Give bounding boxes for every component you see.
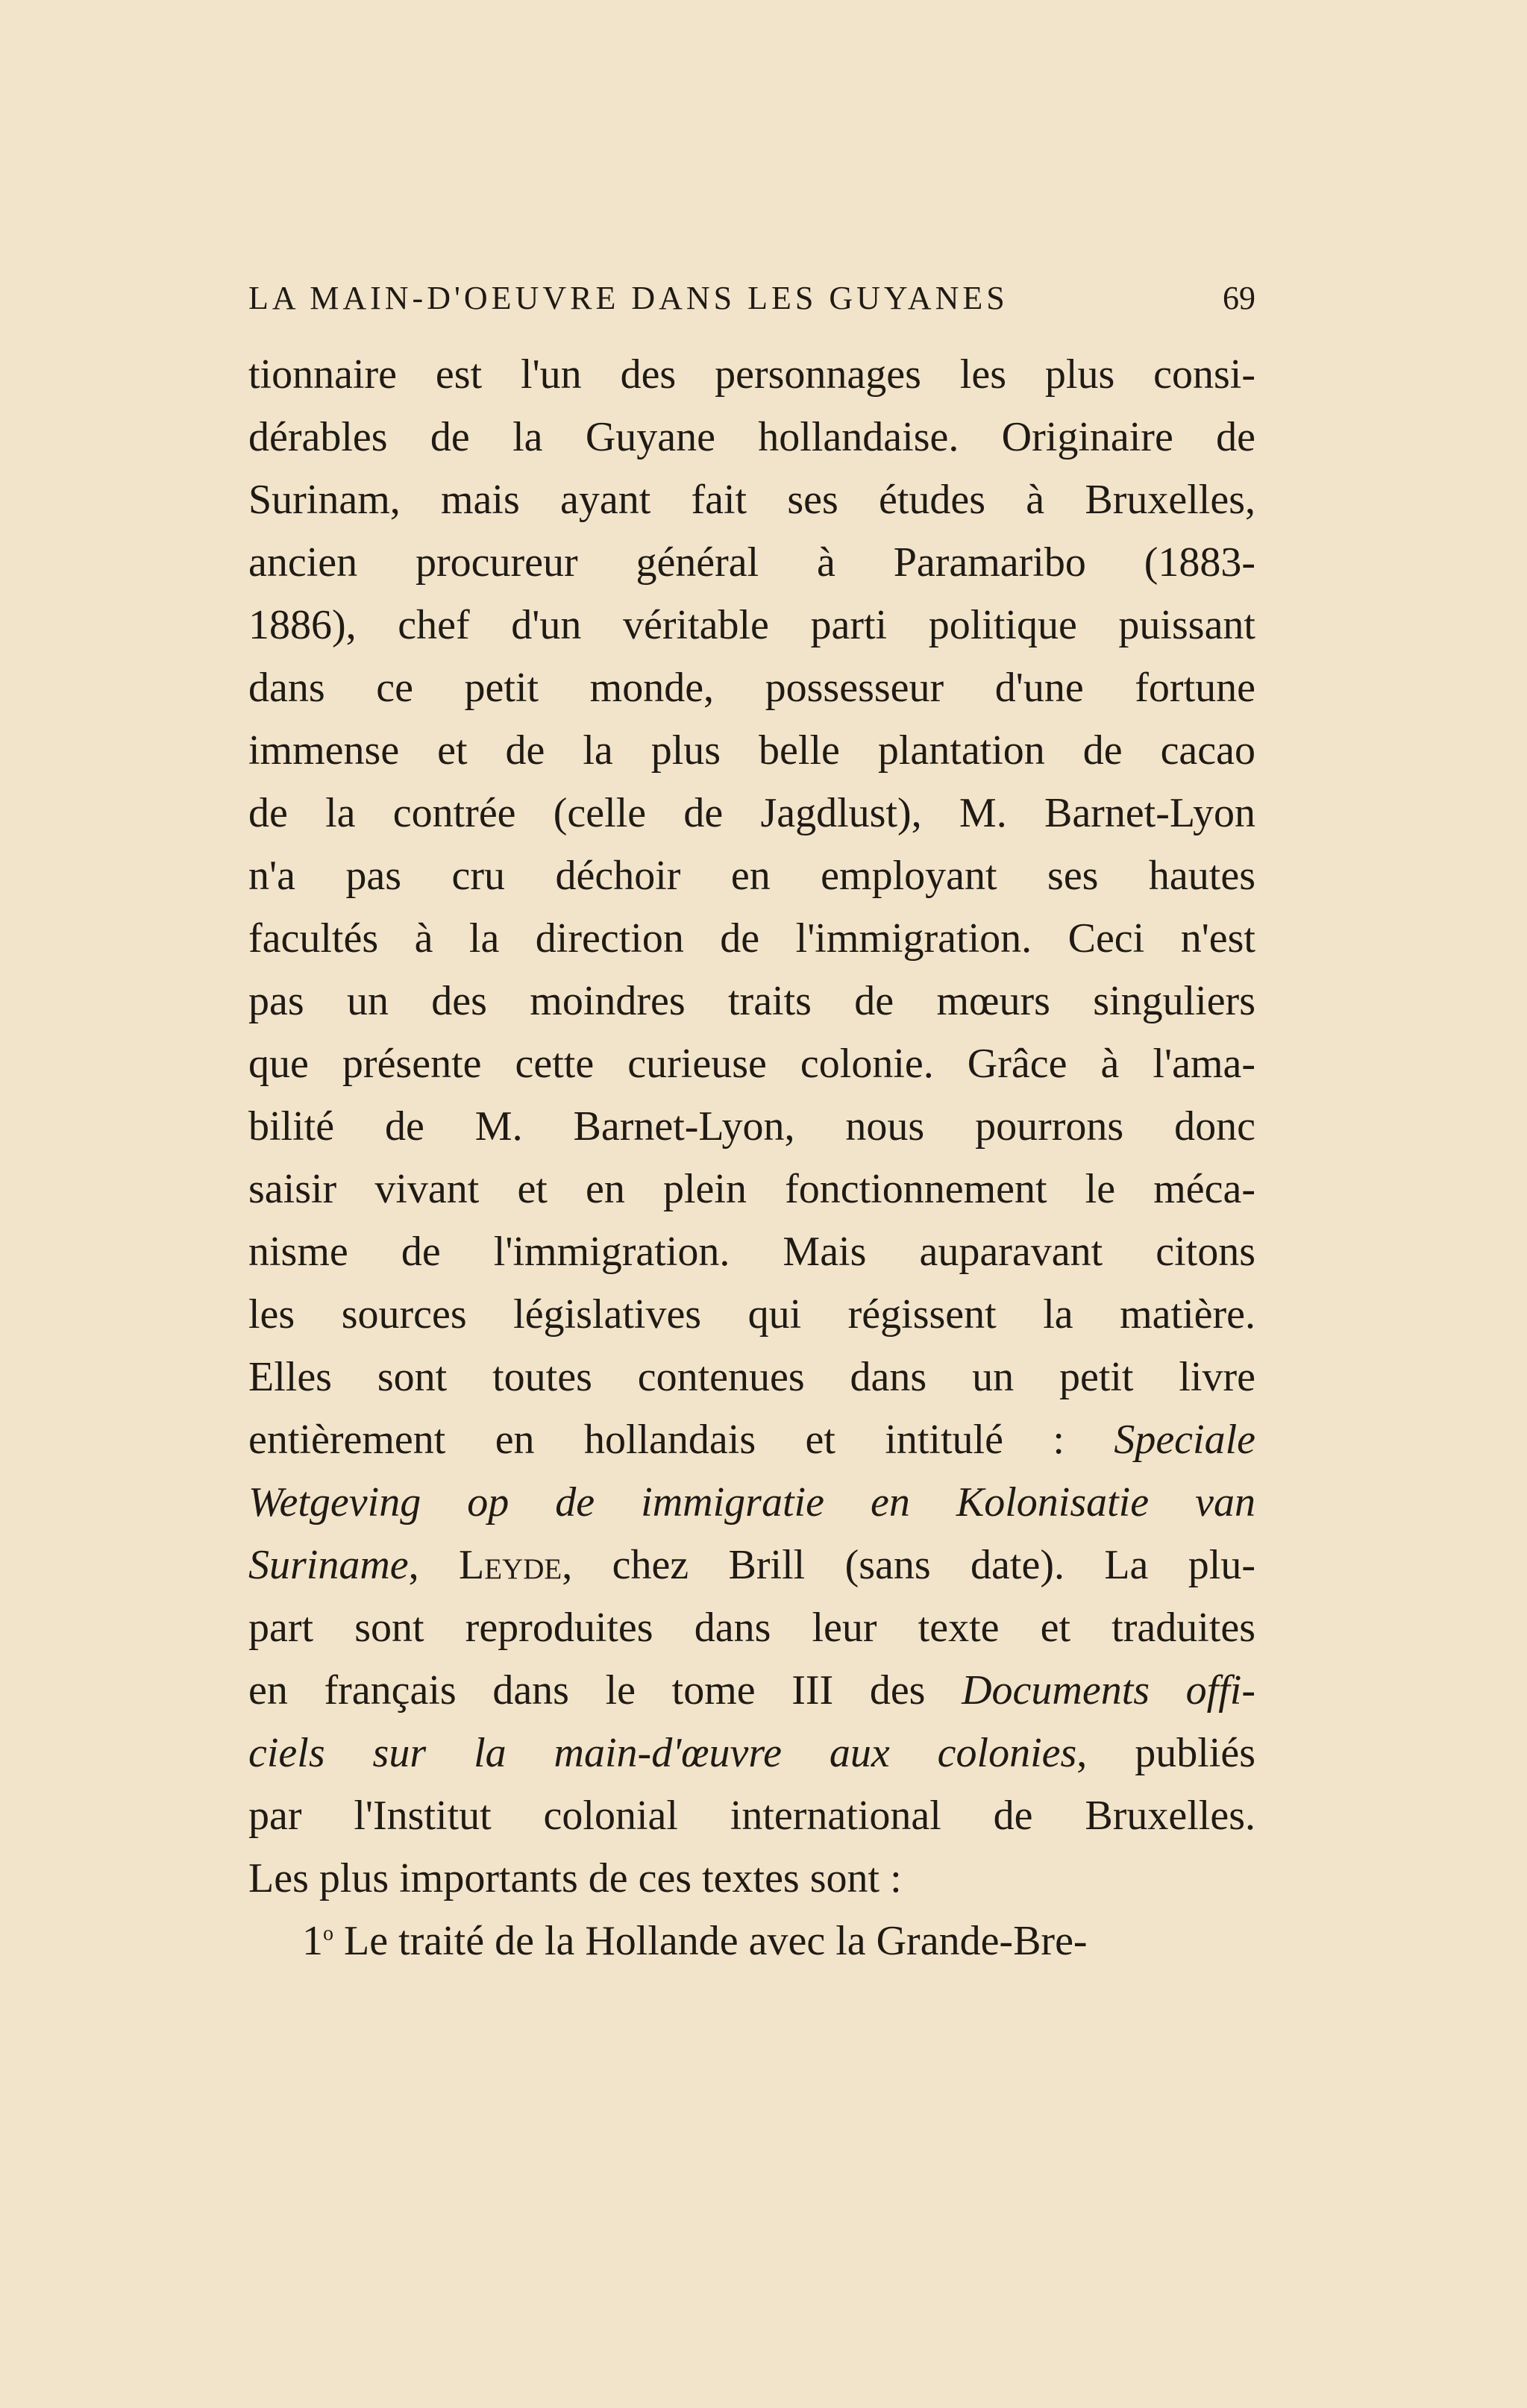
text-line: n'a pas cru déchoir en employant ses hautes [248,853,1255,899]
text-line: dans ce petit monde, possesseur d'une fortune [248,665,1255,711]
text-line: ancien procureur général à Paramaribo (1883- [248,539,1255,586]
text-line [248,1910,1255,1972]
book-title-line: Wetgeving op de immigratie en Kolonisatie van [248,1479,1255,1526]
text-line: les sources législatives qui régissent la matière. [248,1291,1255,1338]
text-line: par l'Institut colonial international de Bruxelles. [248,1793,1255,1839]
text-line [248,1408,1255,1471]
book-title-text: ciels sur la main-d'œuvre aux colonies [248,1730,1077,1776]
list-number: 1 [302,1918,323,1964]
text-line: immense et de la plus belle plantation de cacao [248,727,1255,774]
text-run: , publiés [1076,1730,1255,1776]
text-run: , chez Brill (sans date). La plu- [562,1542,1255,1588]
text-line [248,1659,1255,1722]
running-head [248,276,1255,321]
text-line: tionnaire est l'un des personnages les plus consi- [248,351,1255,398]
book-title-text: Documents offi- [962,1667,1255,1713]
text-line: Les plus importants de ces textes sont : [248,1855,902,1901]
text-run: en français dans le tome III des [248,1667,962,1713]
ordinal-mark: o [323,1922,333,1945]
text-line: part sont reproduites dans leur texte et traduites [248,1605,1255,1651]
text-line: saisir vivant et en plein fonctionnement le méca- [248,1166,1255,1212]
text-line: de la contrée (celle de Jagdlust), M. Barnet-Lyon [248,790,1255,836]
text-line: pas un des moindres traits de mœurs singuliers [248,978,1255,1024]
text-line: bilité de M. Barnet-Lyon, nous pourrons donc [248,1103,1255,1150]
text-line: facultés à la direction de l'immigration. Ceci n'est [248,915,1255,962]
page-number: 69 [1223,280,1255,316]
body-text [248,343,1255,1972]
text-run: Le traité de la Hollande avec la Grande-Bre- [333,1918,1088,1964]
text-line [248,1534,1255,1596]
city-name: Leyde [459,1542,562,1588]
text-line: nisme de l'immigration. Mais auparavant citons [248,1229,1255,1275]
text-line: 1886), chef d'un véritable parti politique puissant [248,602,1255,648]
book-title-text: Speciale [1114,1417,1255,1463]
text-line: que présente cette curieuse colonie. Grâce à l'ama- [248,1041,1255,1087]
text-run: entièrement en hollandais et intitulé : [248,1417,1114,1463]
book-title-text: Suriname [248,1542,409,1588]
text-line: dérables de la Guyane hollandaise. Originaire de [248,414,1255,460]
text-line: Surinam, mais ayant fait ses études à Bruxelles, [248,477,1255,523]
text-line: Elles sont toutes contenues dans un petit livre [248,1354,1255,1400]
text-line [248,1722,1255,1784]
text-run: , [408,1542,460,1588]
running-title: LA MAIN-D'OEUVRE DANS LES GUYANES [248,280,1009,316]
